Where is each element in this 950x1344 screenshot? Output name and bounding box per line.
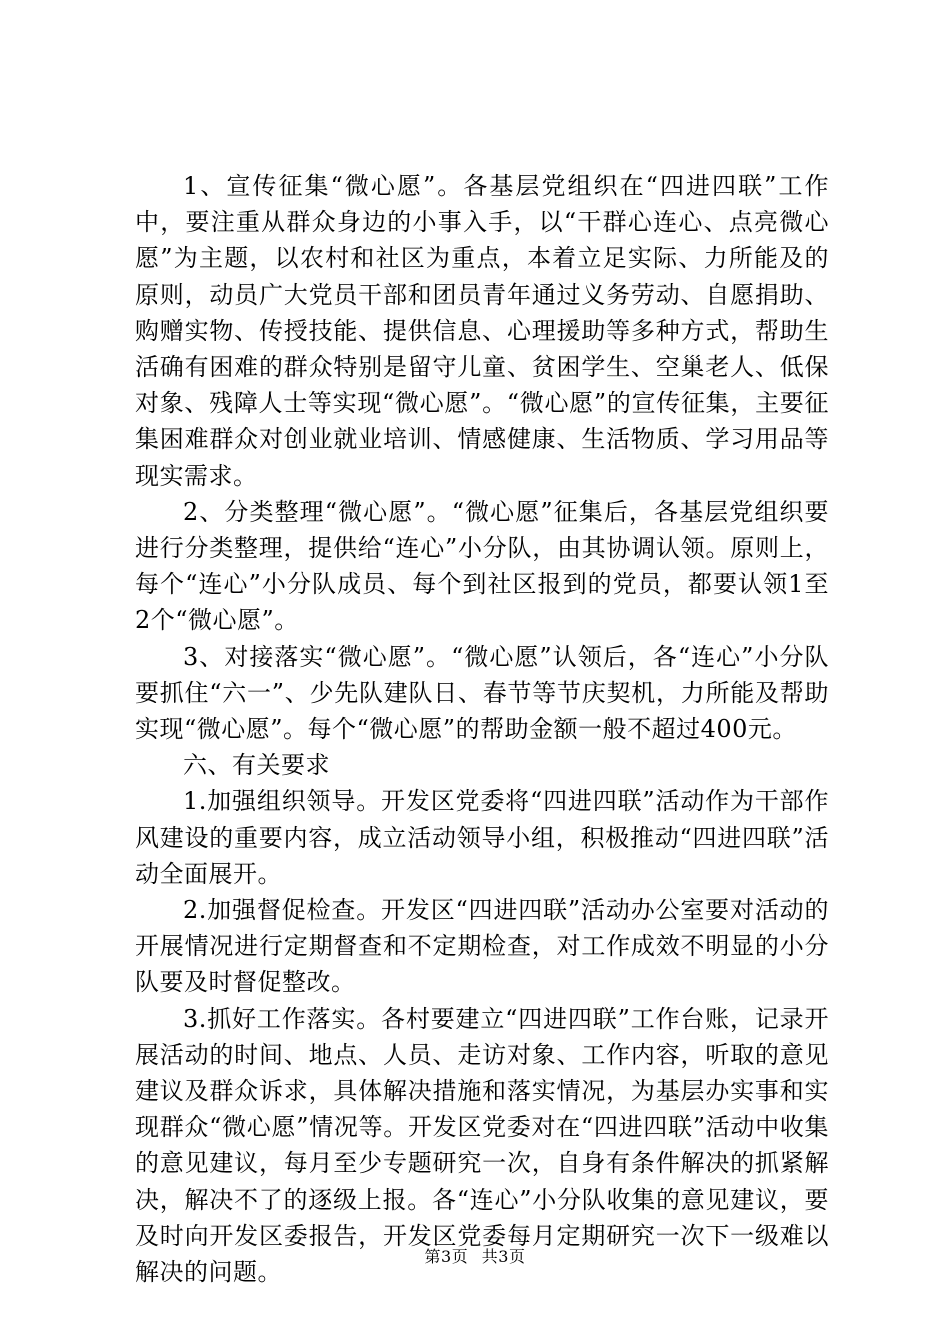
paragraph-implement-wishes: 3、对接落实“微心愿”。“微心愿”认领后，各“连心”小分队要抓住“六一”、少先队建队日、春节等节庆契机，力所能及帮助实现“微心愿”。每个“微心愿”的帮助金额一般不超过400元。 bbox=[135, 642, 829, 744]
paragraph-strengthen-inspection: 2.加强督促检查。开发区“四进四联”活动办公室要对活动的开展情况进行定期督查和不定期检查，对工作成效不明显的小分队要及时督促整改。 bbox=[135, 896, 829, 997]
page-footer bbox=[0, 1246, 950, 1268]
page-total: 共3页 bbox=[481, 1247, 526, 1266]
section-heading-requirements: 六、有关要求 bbox=[183, 751, 330, 780]
document-body bbox=[135, 168, 829, 1290]
paragraph-strengthen-leadership: 1.加强组织领导。开发区党委将“四进四联”活动作为干部作风建设的重要内容，成立活动领导小组，积极推动“四进四联”活动全面展开。 bbox=[135, 787, 829, 888]
page-number: 第3页 bbox=[424, 1247, 469, 1266]
paragraph-collect-wishes: 1、宣传征集“微心愿”。各基层党组织在“四进四联”工作中，要注重从群众身边的小事入手，以“干群心连心、点亮微心愿”为主题，以农村和社区为重点，本着立足实际、力所能及的原则，动员广大党员干部和团员青年通过义务劳动、自愿捐助、购赠实物、传授技能、提供信息、心理援助等多种方式，帮助生活确有困难的群众特别是留守儿童、贫困学生、空巢老人、低保对象、残障人士等实现“微心愿”。“微心愿”的宣传征集，主要征集困难群众对创业就业培训、情感健康、生活物质、学习用品等现实需求。 bbox=[135, 172, 829, 490]
paragraph-sort-wishes: 2、分类整理“微心愿”。“微心愿”征集后，各基层党组织要进行分类整理，提供给“连心”小分队，由其协调认领。原则上，每个“连心”小分队成员、每个到社区报到的党员，都要认领1至2个“微心愿”。 bbox=[135, 497, 829, 635]
paragraph-implementation: 3.抓好工作落实。各村要建立“四进四联”工作台账，记录开展活动的时间、地点、人员、走访对象、工作内容，听取的意见建议及群众诉求，具体解决措施和落实情况，为基层办实事和实现群众“微心愿”情况等。开发区党委对在“四进四联”活动中收集的意见建议，每月至少专题研究一次，自身有条件解决的抓紧解决，解决不了的逐级上报。各“连心”小分队收集的意见建议，要及时向开发区委报告，开发区党委每月定期研究一次下一级难以解决的问题。 bbox=[135, 1004, 829, 1287]
